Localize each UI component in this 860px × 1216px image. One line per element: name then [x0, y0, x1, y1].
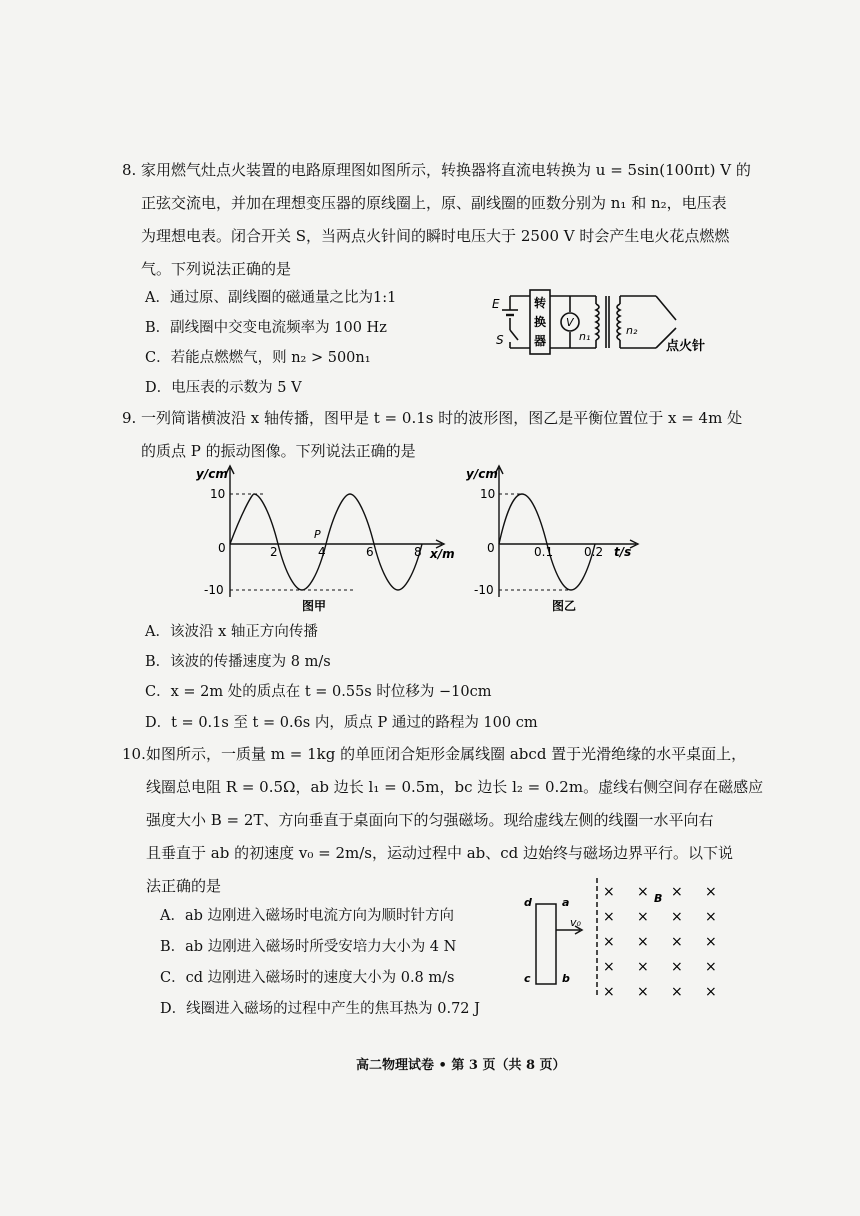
q9-option-a: A．该波沿 x 轴正方向传播	[145, 624, 318, 640]
field-cross-0-1: ×	[637, 884, 649, 900]
battery-label: E	[492, 297, 500, 311]
q8-stem-line-2: 正弦交流电，并加在理想变压器的原线圈上，原、副线圈的匝数分别为 n₁ 和 n₂，电压表	[141, 194, 727, 212]
field-cross-3-0: ×	[603, 959, 615, 975]
q8-stem-line-4: 气。下列说法正确的是	[141, 260, 292, 278]
q10-stem-line-1: 如图所示，一质量 m = 1kg 的单匝闭合矩形金属线圈 abcd 置于光滑绝缘的水平桌面上，	[146, 745, 747, 763]
q8-stem-line-1: 家用燃气灶点火装置的电路原理图如图所示，转换器将直流电转换为 u = 5sin(100πt) V 的	[141, 161, 751, 179]
field-cross-2-1: ×	[637, 934, 649, 950]
q8-number: 8.	[122, 161, 137, 179]
converter-label-2: 换	[534, 315, 547, 329]
field-cross-4-3: ×	[705, 984, 717, 1000]
corner-b-label: b	[562, 972, 570, 985]
graph-b-ytick-10: 10	[480, 487, 496, 501]
vibration-graph-b	[464, 462, 664, 617]
q8-option-b: B．副线圈中交变电流频率为 100 Hz	[145, 320, 387, 336]
graph-b-xtick-0.2: 0.2	[584, 545, 604, 559]
graph-b-xtick-0.1: 0.1	[534, 545, 554, 559]
graph-a-xtick-6: 6	[366, 545, 374, 559]
wave-curve	[230, 494, 422, 590]
converter-label-1: 转	[534, 296, 547, 310]
field-cross-4-1: ×	[637, 984, 649, 1000]
q10-stem-line-4: 且垂直于 ab 的初速度 v₀ = 2m/s，运动过程中 ab、cd 边始终与磁场边界平行。以下说	[146, 844, 734, 862]
graph-a-ytick-10: 10	[210, 487, 226, 501]
field-b-label: B	[654, 892, 663, 905]
field-cross-1-3: ×	[705, 909, 717, 925]
q10-option-c: C．cd 边刚进入磁场时的速度大小为 0.8 m/s	[160, 970, 455, 986]
q10-option-d: D．线圈进入磁场的过程中产生的焦耳热为 0.72 J	[160, 1001, 480, 1017]
graph-a-ytick-0: 0	[218, 541, 226, 555]
graph-a-point-p: P	[314, 528, 321, 541]
page-footer: 高二物理试卷 • 第 3 页（共 8 页）	[356, 1058, 566, 1073]
q10-stem-line-3: 强度大小 B = 2T、方向垂直于桌面向下的匀强磁场。现给虚线左侧的线圈一水平向右	[146, 811, 714, 829]
q8-option-d: D．电压表的示数为 5 V	[145, 380, 302, 396]
q10-number: 10.	[122, 745, 146, 763]
graph-a-ytick-neg10: -10	[204, 583, 224, 597]
ignition-circuit-diagram	[488, 282, 718, 362]
secondary-turns-label: n₂	[626, 324, 638, 337]
q9-stem-line-1: 一列简谐横波沿 x 轴传播，图甲是 t = 0.1s 时的波形图，图乙是平衡位置位于 x = 4m 处	[141, 409, 743, 427]
field-cross-3-3: ×	[705, 959, 717, 975]
field-cross-4-2: ×	[671, 984, 683, 1000]
graph-b-ytick-neg10: -10	[474, 583, 494, 597]
graph-a-xtick-8: 8	[414, 545, 422, 559]
field-cross-0-0: ×	[603, 884, 615, 900]
field-cross-0-3: ×	[705, 884, 717, 900]
graph-a-ylabel: y/cm	[196, 467, 228, 481]
corner-a-label: a	[562, 896, 570, 909]
q9-option-d: D．t = 0.1s 至 t = 0.6s 内，质点 P 通过的路程为 100 cm	[145, 715, 538, 731]
ignition-needle-label: 点火针	[666, 339, 706, 354]
q9-number: 9.	[122, 409, 137, 427]
field-cross-2-3: ×	[705, 934, 717, 950]
field-cross-0-2: ×	[671, 884, 683, 900]
graph-b-xlabel: t/s	[614, 545, 632, 559]
corner-d-label: d	[524, 896, 532, 909]
wave-graph-a	[190, 462, 470, 617]
velocity-label: v₀	[570, 916, 581, 929]
switch-label: S	[496, 333, 504, 347]
graph-a-xtick-2: 2	[270, 545, 278, 559]
q10-stem-line-5: 法正确的是	[146, 877, 222, 895]
corner-c-label: c	[524, 972, 531, 985]
field-cross-2-0: ×	[603, 934, 615, 950]
q8-option-c: C．若能点燃燃气，则 n₂ > 500n₁	[145, 350, 371, 366]
field-cross-2-2: ×	[671, 934, 683, 950]
field-cross-1-2: ×	[671, 909, 683, 925]
graph-b-ylabel: y/cm	[466, 467, 498, 481]
q8-option-a: A．通过原、副线圈的磁通量之比为1:1	[145, 290, 397, 306]
graph-b-caption: 图乙	[552, 599, 577, 613]
graph-a-xlabel: x/m	[430, 547, 455, 561]
converter-label-3: 器	[534, 334, 547, 348]
vibration-curve	[499, 494, 595, 590]
q8-stem-line-3: 为理想电表。闭合开关 S，当两点火针间的瞬时电压大于 2500 V 时会产生电火花点燃燃	[141, 227, 730, 245]
primary-turns-label: n₁	[579, 330, 591, 343]
q9-stem-line-2: 的质点 P 的振动图像。下列说法正确的是	[141, 442, 416, 460]
q10-option-b: B．ab 边刚进入磁场时所受安培力大小为 4 N	[160, 939, 457, 955]
q10-option-a: A．ab 边刚进入磁场时电流方向为顺时针方向	[160, 908, 455, 924]
q10-stem-line-2: 线圈总电阻 R = 0.5Ω，ab 边长 l₁ = 0.5m，bc 边长 l₂ = 0.2m。虚线右侧空间存在磁感应	[146, 778, 764, 796]
graph-b-ytick-0: 0	[487, 541, 495, 555]
field-cross-4-0: ×	[603, 984, 615, 1000]
field-cross-1-1: ×	[637, 909, 649, 925]
field-cross-1-0: ×	[603, 909, 615, 925]
q9-option-b: B．该波的传播速度为 8 m/s	[145, 654, 331, 670]
coil-magnetic-field-diagram	[518, 874, 728, 1004]
field-cross-3-2: ×	[671, 959, 683, 975]
voltmeter-label: V	[566, 316, 574, 329]
graph-a-caption: 图甲	[302, 599, 327, 613]
q9-option-c: C．x = 2m 处的质点在 t = 0.55s 时位移为 −10cm	[145, 684, 492, 700]
graph-a-xtick-4: 4	[318, 545, 326, 559]
field-cross-3-1: ×	[637, 959, 649, 975]
